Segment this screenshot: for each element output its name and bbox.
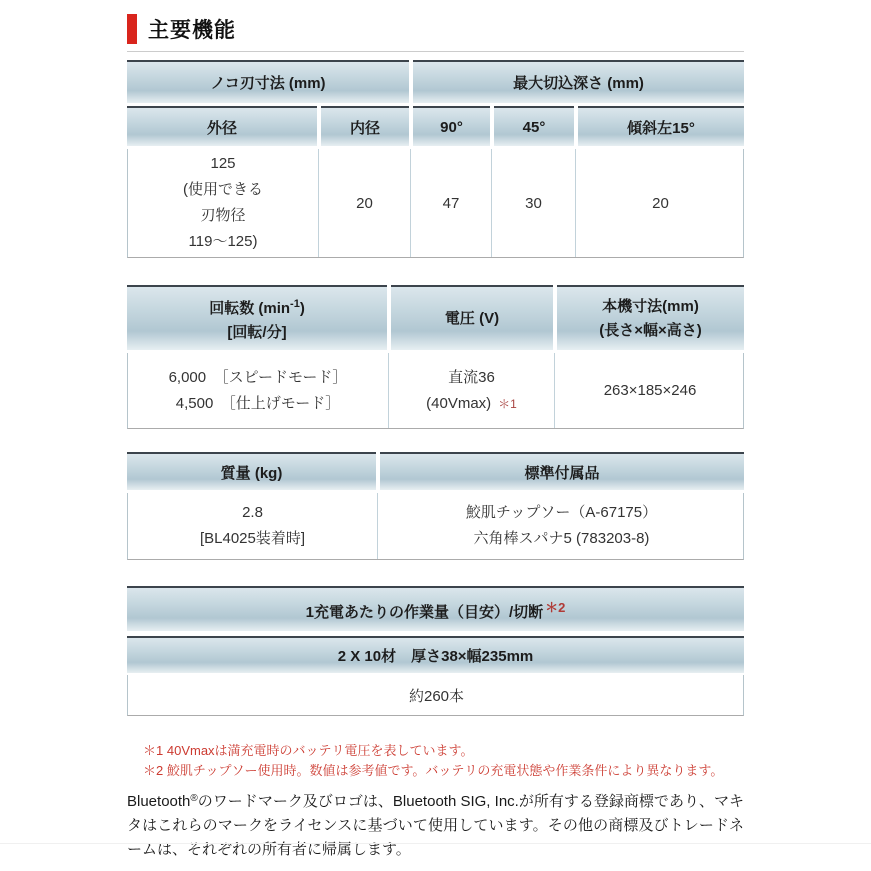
header-rotation-line2: [回転/分] [227,324,287,341]
work-condition-row [127,636,744,673]
work-per-charge-table [127,586,744,716]
title-divider [127,51,744,52]
value-voltage [388,353,554,428]
subheader-row [127,106,744,146]
value-inner-diameter: 20 [318,149,410,257]
title-accent-bar [127,14,137,44]
group-header-max-depth: 最大切込深さ (mm) [413,60,744,103]
value-dimensions: 263×185×246 [554,353,745,428]
header-dimensions-line2: (長さ×幅×高さ) [599,321,702,339]
value-work-result: 約260本 [408,687,465,705]
subheader-inner-diameter: 内径 [321,106,409,146]
trademark-word: Bluetooth [127,793,191,810]
subheader-outer-diameter: 外径 [127,106,317,146]
header-dimensions [557,285,744,350]
note-mark-1: ＊1 [498,396,517,411]
subheader-45deg: 45° [494,106,574,146]
header-weight: 質量 (kg) [127,452,376,490]
motor-data-row [127,353,744,429]
header-rotation [127,285,387,350]
header-accessories: 標準付属品 [380,452,744,490]
bottom-divider [0,843,871,844]
header-voltage: 電圧 (V) [391,285,553,350]
work-title: 1充電あたりの作業量（目安）/切断 [305,604,544,621]
subheader-90deg: 90° [413,106,490,146]
value-rotation: 6,000 ［スピードモード］ 4,500 ［仕上げモード］ [168,368,348,412]
rotation-superscript: -1 [290,298,300,310]
page-title: 主要機能 [148,19,236,42]
value-depth-bevel15: 20 [575,149,745,257]
trademark-notice [127,787,744,862]
section-title [127,14,744,44]
work-result-row [127,675,744,716]
footnote-1: ＊1 40Vmaxは満充電時のバッテリ電圧を表しています。 [143,743,474,758]
weight-table [127,452,744,560]
work-condition: 2 X 10材 厚さ38×幅235mm [127,636,744,673]
weight-data-row [127,493,744,560]
content-column [127,0,744,862]
blade-data-row [127,149,744,258]
motor-spec-table [127,285,744,429]
value-depth-45: 30 [491,149,575,257]
voltage-line2: (40Vmax) ＊1 [426,391,517,417]
note-mark-2: ＊2 [545,600,566,615]
blade-spec-table [127,60,744,258]
group-header-blade-size: ノコ刃寸法 (mm) [127,60,409,103]
header-rotation-line1: 回転数 $(\min^{-1})$ [209,298,305,317]
value-accessories: 鮫肌チップソー（A-67175） 六角棒スパナ5 (783203-8) [377,493,745,559]
group-header-row [127,60,744,103]
header-dimensions-line1: 本機寸法(mm) [602,297,699,315]
registered-mark: ® [190,793,198,804]
value-weight: 2.8 [BL4025装着時] [199,504,306,547]
footnote-2: ＊2 鮫肌チップソー使用時。数値は参考値です。バッテリの充電状態や作業条件により異なります。 [143,763,724,778]
footnotes [143,741,744,781]
subheader-bevel15: 傾斜左15° [578,106,744,146]
weight-header-row [127,452,744,490]
work-title-row [127,586,744,631]
value-outer-diameter: 125 (使用できる 刃物径 119～125) [183,155,263,250]
voltage-line1: 直流36 [448,368,495,386]
trademark-text: のワードマーク及びロゴは、Bluetooth SIG, Inc.が所有する登録商標であり、マキタはこれらのマークをライセンスに基づいて使用しています。その他の商標及びトレードネームは、それぞれの所有者に帰属します。 [127,793,744,858]
motor-header-row [127,285,744,350]
work-title-cell [127,586,744,631]
value-depth-90: 47 [410,149,491,257]
